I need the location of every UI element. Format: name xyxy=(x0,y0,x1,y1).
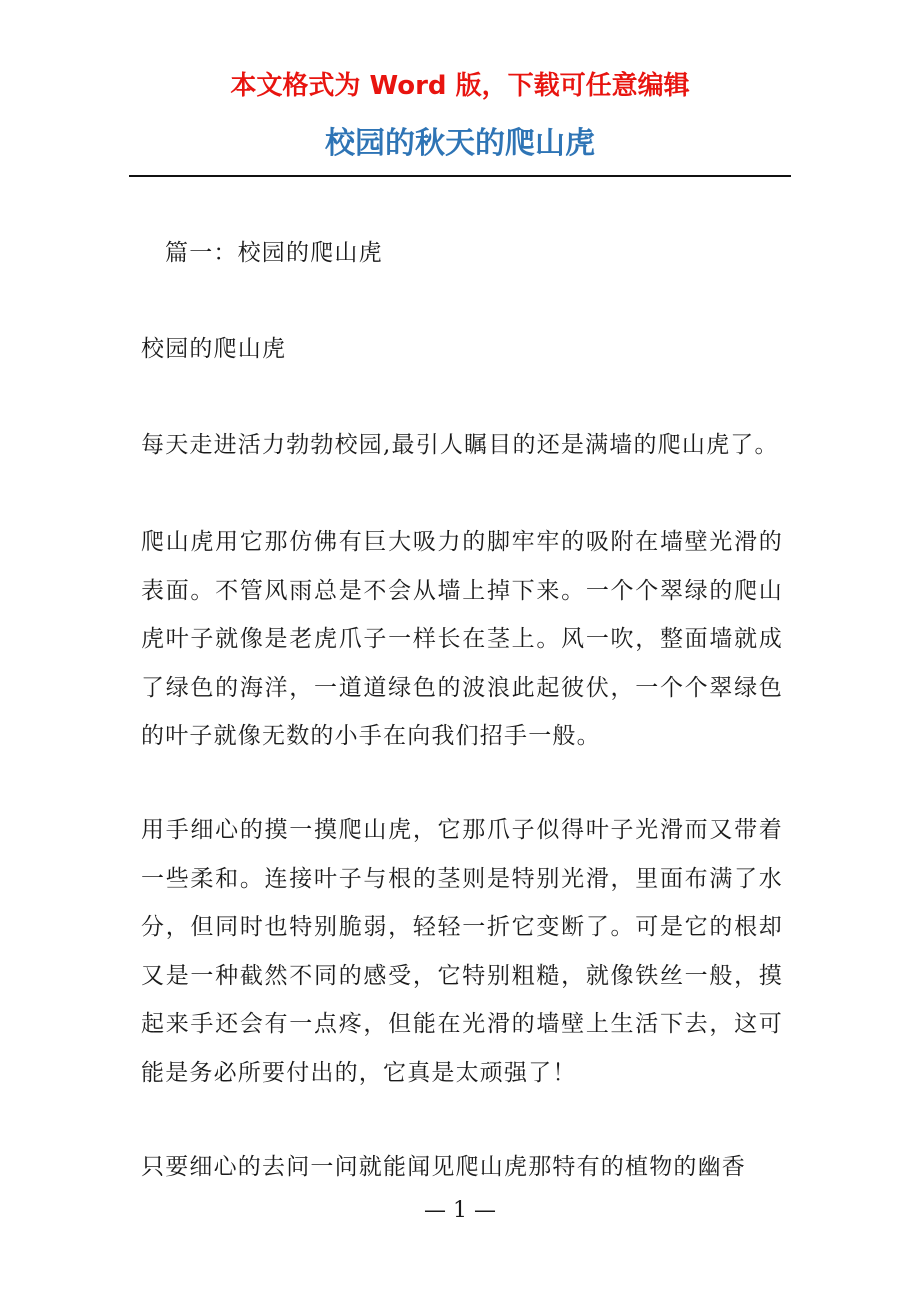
article-subtitle: 校园的爬山虎 xyxy=(141,336,287,362)
document-title: 校园的秋天的爬山虎 xyxy=(325,126,595,161)
paragraph-2: 爬山虎用它那仿佛有巨大吸力的脚牢牢的吸附在墙壁光滑的表面。不管风雨总是不会从墙上掉下来。一个个翠绿的爬山虎叶子就像是老虎爪子一样长在茎上。风一吹，整面墙就成了绿色的海洋，一道道绿色的波浪此起彼伏，一个个翠绿色的叶子就像无数的小手在向我们招手一般。 xyxy=(141,529,783,749)
paragraph-3: 用手细心的摸一摸爬山虎，它那爪子似得叶子光滑而又带着一些柔和。连接叶子与根的茎则是特别光滑，里面布满了水分，但同时也特别脆弱，轻轻一折它变断了。可是它的根却又是一种截然不同的感受，它特别粗糙，就像铁丝一般，摸起来手还会有一点疼，但能在光滑的墙壁上生活下去，这可能是务必所要付出的，它真是太顽强了！ xyxy=(141,817,783,1086)
format-notice: 本文格式为 Word 版，下载可任意编辑 xyxy=(230,71,690,101)
paragraph-4: 只要细心的去问一问就能闻见爬山虎那特有的植物的幽香 xyxy=(141,1154,746,1180)
title-divider xyxy=(129,175,791,177)
page-number: — 1 — xyxy=(424,1198,496,1223)
paragraph-1: 每天走进活力勃勃校园,最引人瞩目的还是满墙的爬山虎了。 xyxy=(141,432,779,458)
section-heading: 篇一：校园的爬山虎 xyxy=(165,240,383,266)
